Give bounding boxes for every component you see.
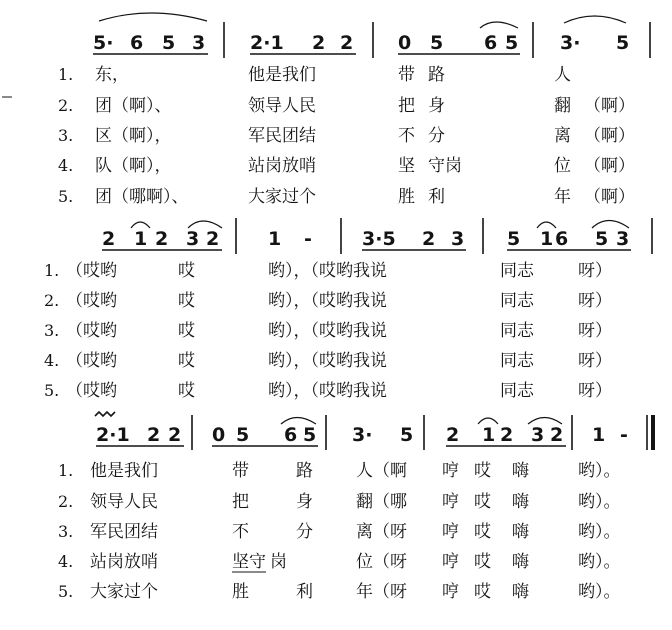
lyric-text: 哟），（哎哟我说 xyxy=(268,321,387,341)
lyric-row xyxy=(44,351,612,371)
note: 1 xyxy=(134,228,148,250)
note: 3 xyxy=(531,424,545,446)
verse-number: 5. xyxy=(58,187,74,206)
lyric-text: 哼 xyxy=(442,552,459,572)
lyric-text: 哎 xyxy=(474,582,491,602)
lyric-row xyxy=(58,461,621,481)
lyric-text: 哼 xyxy=(442,461,459,481)
lyric-row xyxy=(58,65,571,85)
lyric-row xyxy=(58,126,635,146)
note: 5 xyxy=(430,32,444,54)
lyric-text: 哎 xyxy=(178,291,195,311)
lyric-text: 胜 xyxy=(398,187,415,207)
note: 2 xyxy=(168,424,182,446)
note: 3 xyxy=(186,228,200,250)
lyric-text: 守岗 xyxy=(428,156,462,176)
note: 1 xyxy=(540,228,554,250)
lyric-text: 哎 xyxy=(474,461,491,481)
verse-number: 4. xyxy=(58,552,74,571)
lyric-text: 哟）。 xyxy=(578,552,621,572)
lyric-text: 人（啊 xyxy=(356,461,407,481)
lyric-text: 不 xyxy=(398,126,415,146)
note: 6 xyxy=(484,32,498,54)
lyric-text: 人 xyxy=(554,65,571,85)
system-1-lyrics xyxy=(58,65,635,207)
note: 5· xyxy=(93,32,114,54)
lyric-text: 大家过个 xyxy=(248,187,316,207)
note: 1 xyxy=(592,424,606,446)
lyric-text: （哎哟 xyxy=(66,291,117,311)
lyric-text: 哟），（哎哟我说 xyxy=(268,291,387,311)
lyric-text: 团（哪啊）、 xyxy=(95,187,189,207)
note: 2 xyxy=(550,424,564,446)
system-2 xyxy=(44,218,652,401)
lyric-text: 把 xyxy=(232,492,249,512)
lyric-text: 岗 xyxy=(270,552,287,572)
lyric-text: 同志 xyxy=(500,261,534,281)
note: 2 xyxy=(147,424,161,446)
lyric-row xyxy=(58,552,621,572)
lyric-text: （哎哟 xyxy=(66,321,117,341)
lyric-text: 哎 xyxy=(178,261,195,281)
note: 0 xyxy=(398,32,412,54)
lyric-text: 带 xyxy=(232,461,249,481)
lyric-text: 他是我们 xyxy=(90,461,158,481)
note: 1 xyxy=(268,228,282,250)
slur xyxy=(592,221,629,229)
lyric-text: 领导人民 xyxy=(248,96,316,116)
lyric-text: 哎 xyxy=(474,522,491,542)
verse-number: 3. xyxy=(44,321,60,340)
system-3-lyrics xyxy=(58,461,621,602)
lyric-text: （啊） xyxy=(584,187,635,207)
lyric-text: （哎哟 xyxy=(66,261,117,281)
verse-number: 2. xyxy=(44,291,60,310)
lyric-text: 年 xyxy=(554,187,571,207)
verse-number: 2. xyxy=(58,492,74,511)
lyric-text: 嗨 xyxy=(512,522,529,542)
lyric-text: 区（啊）， xyxy=(95,126,172,146)
note: 3· xyxy=(560,32,581,54)
lyric-text: （啊） xyxy=(584,96,635,116)
verse-number: 4. xyxy=(58,156,74,175)
lyric-text: 利 xyxy=(296,582,313,602)
lyric-row xyxy=(44,381,612,401)
lyric-text: 站岗放哨 xyxy=(90,552,158,572)
ornament-mark xyxy=(95,412,115,416)
lyric-text: 路 xyxy=(428,65,445,85)
lyric-text: 呀） xyxy=(578,261,612,281)
note: 5 xyxy=(236,424,250,446)
lyric-text: 同志 xyxy=(500,291,534,311)
lyric-text: 东， xyxy=(95,65,129,85)
lyric-text: 嗨 xyxy=(512,552,529,572)
lyric-text: 团（啊）、 xyxy=(95,96,172,116)
lyric-text: 分 xyxy=(296,522,313,542)
lyric-text: 嗨 xyxy=(512,461,529,481)
lyric-text: 身 xyxy=(296,492,313,512)
lyric-text: 利 xyxy=(428,187,445,207)
verse-number: 2. xyxy=(58,96,74,115)
lyric-row xyxy=(58,186,635,207)
system-1-notation xyxy=(93,13,650,58)
system-2-lyrics xyxy=(44,261,612,401)
lyric-text: 嗨 xyxy=(512,582,529,602)
note: 5 xyxy=(162,32,176,54)
note: 2 xyxy=(500,424,514,446)
lyric-text: 位（呀 xyxy=(356,552,407,572)
lyric-text: 位 xyxy=(554,156,571,176)
note: 5 xyxy=(595,228,609,250)
lyric-row xyxy=(58,156,635,176)
lyric-text: 呀） xyxy=(578,321,612,341)
lyric-text: 哼 xyxy=(442,522,459,542)
note: 6 xyxy=(284,424,298,446)
system-1 xyxy=(58,13,650,207)
tie xyxy=(564,16,626,23)
lyric-text: 离 xyxy=(554,126,571,146)
lyric-text: 站岗放哨 xyxy=(248,156,316,176)
note: 2 xyxy=(155,228,169,250)
lyric-text: 队（啊）， xyxy=(95,156,172,176)
lyric-text: 哟）。 xyxy=(578,492,621,512)
lyric-text: 哟）。 xyxy=(578,522,621,542)
note: 5 xyxy=(303,424,317,446)
note: 2 xyxy=(422,228,436,250)
lyric-text: 嗨 xyxy=(512,492,529,512)
note: - xyxy=(620,424,628,446)
lyric-text: 哎 xyxy=(474,492,491,512)
lyric-text: 年（呀 xyxy=(356,582,407,602)
lyric-text: 大家过个 xyxy=(90,582,158,602)
lyric-text: 同志 xyxy=(500,321,534,341)
note: 5 xyxy=(507,228,521,250)
lyric-text: 呀） xyxy=(578,381,612,401)
verse-number: 1. xyxy=(44,261,60,280)
note: 6 xyxy=(130,32,144,54)
lyric-text: 不 xyxy=(232,522,249,542)
verse-number: 5. xyxy=(44,381,60,400)
lyric-text: 军民团结 xyxy=(248,126,316,146)
lyric-text: 坚 xyxy=(398,156,415,176)
note: - xyxy=(304,228,312,250)
lyric-text: 哟）。 xyxy=(578,582,621,602)
note: 3 xyxy=(451,228,465,250)
lyric-row xyxy=(44,261,612,281)
lyric-row xyxy=(58,96,635,116)
lyric-text: 翻 xyxy=(554,96,571,116)
slur xyxy=(99,13,207,21)
lyric-text: 翻（哪 xyxy=(356,492,407,512)
lyric-text: 哎 xyxy=(474,552,491,572)
lyric-text: 他是我们 xyxy=(248,65,316,85)
note: 2 xyxy=(446,424,460,446)
note: 1 xyxy=(482,424,496,446)
lyric-text: 哟），（哎哟我说 xyxy=(268,351,387,371)
note: 2 xyxy=(340,32,354,54)
lyric-text: （啊） xyxy=(584,126,635,146)
note: 5 xyxy=(616,32,630,54)
note: 5 xyxy=(400,424,414,446)
lyric-text: 领导人民 xyxy=(90,492,158,512)
lyric-text: 身 xyxy=(428,96,445,116)
lyric-text: 呀） xyxy=(578,291,612,311)
slur xyxy=(188,221,222,228)
note: 2 xyxy=(312,32,326,54)
note: 3·5 xyxy=(362,228,396,250)
lyric-text: 坚守 xyxy=(232,552,266,572)
system-3-notation xyxy=(95,412,653,450)
slur xyxy=(480,22,518,28)
lyric-text: （哎哟 xyxy=(66,381,117,401)
lyric-text: 哎 xyxy=(178,321,195,341)
note: 5 xyxy=(505,32,519,54)
note: 2 xyxy=(206,228,220,250)
note: 0 xyxy=(212,424,226,446)
system-3 xyxy=(58,412,653,602)
lyric-text: 离（呀 xyxy=(356,522,407,542)
lyric-text: 哎 xyxy=(178,351,195,371)
verse-number: 3. xyxy=(58,126,74,145)
note: 2 xyxy=(102,228,116,250)
lyric-text: 哼 xyxy=(442,492,459,512)
lyric-text: 军民团结 xyxy=(90,522,158,542)
note: 2·1 xyxy=(250,32,284,54)
verse-number: 4. xyxy=(44,351,60,370)
lyric-text: 同志 xyxy=(500,381,534,401)
lyric-text: （哎哟 xyxy=(66,351,117,371)
lyric-row xyxy=(44,291,612,311)
note: 2·1 xyxy=(96,424,130,446)
verse-number: 5. xyxy=(58,582,74,601)
lyric-text: 带 xyxy=(398,65,415,85)
lyric-text: 哟），（哎哟我说 xyxy=(268,261,387,281)
note: 3 xyxy=(192,32,206,54)
lyric-row xyxy=(58,581,621,602)
lyric-text: （啊） xyxy=(584,156,635,176)
lyric-text: 同志 xyxy=(500,351,534,371)
note: 3 xyxy=(616,228,630,250)
lyric-text: 哟）。 xyxy=(578,461,621,481)
lyric-text: 胜 xyxy=(232,582,249,602)
lyric-text: 分 xyxy=(428,126,445,146)
lyric-text: 把 xyxy=(398,96,415,116)
lyric-text: 哼 xyxy=(442,582,459,602)
verse-number: 3. xyxy=(58,522,74,541)
lyric-row xyxy=(58,492,621,512)
lyric-text: 路 xyxy=(296,461,313,481)
note: 6 xyxy=(555,228,569,250)
lyric-text: 呀） xyxy=(578,351,612,371)
lyric-row xyxy=(58,522,621,542)
system-2-notation xyxy=(102,218,652,254)
lyric-text: 哟），（哎哟我说 xyxy=(268,381,387,401)
verse-number: 1. xyxy=(58,461,74,480)
lyric-row xyxy=(44,321,612,341)
lyric-text: 哎 xyxy=(178,381,195,401)
verse-number: 1. xyxy=(58,65,74,84)
note: 3· xyxy=(352,424,373,446)
